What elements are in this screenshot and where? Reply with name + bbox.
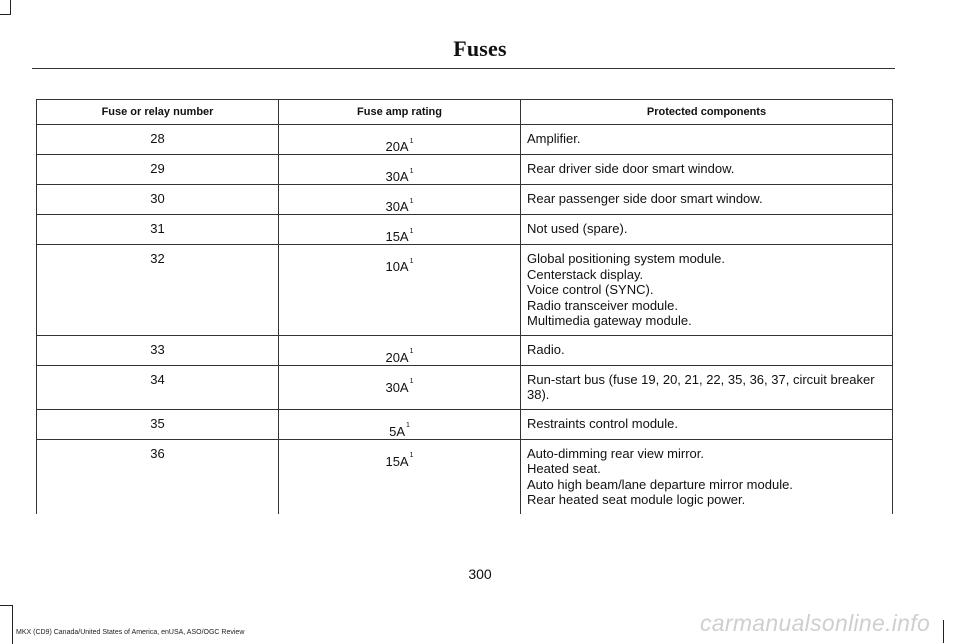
component-line: Heated seat. — [527, 461, 601, 476]
fuse-number: 34 — [37, 365, 279, 409]
header-divider — [32, 68, 895, 69]
crop-mark-top-left — [0, 0, 11, 15]
protected-components — [521, 245, 893, 336]
fuse-amp-cell — [279, 185, 521, 215]
footnote-marker: 1 — [409, 167, 414, 175]
page-title: Fuses — [453, 36, 507, 61]
protected-components — [521, 125, 893, 155]
fuse-amp-rating: 15A — [385, 229, 409, 244]
fuse-amp-cell — [279, 439, 521, 514]
crop-mark-bottom-right — [943, 620, 945, 643]
fuse-amp-cell — [279, 245, 521, 336]
table-row — [37, 245, 893, 336]
fuse-table — [36, 99, 893, 514]
fuse-number: 28 — [37, 125, 279, 155]
table-row — [37, 125, 893, 155]
fuse-number: 33 — [37, 335, 279, 365]
table-header-row — [37, 100, 893, 125]
table-row — [37, 185, 893, 215]
fuse-amp-cell — [279, 335, 521, 365]
component-line: Voice control (SYNC). — [527, 282, 654, 297]
protected-components — [521, 409, 893, 439]
component-line: Multimedia gateway module. — [527, 313, 692, 328]
table-row — [37, 215, 893, 245]
table-body — [37, 125, 893, 514]
component-line: Radio transceiver module. — [527, 297, 679, 313]
column-header-amp: Fuse amp rating — [279, 100, 521, 125]
footnote-marker: 1 — [409, 452, 414, 460]
protected-components — [521, 365, 893, 409]
component-line: Not used (spare). — [527, 221, 628, 236]
component-line: Global positioning system module. — [527, 251, 725, 266]
fuse-amp-rating: 30A — [385, 169, 409, 184]
table-row — [37, 409, 893, 439]
fuse-amp-cell — [279, 409, 521, 439]
protected-components — [521, 439, 893, 514]
fuse-number: 36 — [37, 439, 279, 514]
component-line: Auto high beam/lane departure mirror module. — [527, 476, 793, 492]
fuse-amp-cell — [279, 155, 521, 185]
fuse-amp-rating: 20A — [385, 349, 409, 365]
footnote-marker: 1 — [409, 197, 414, 205]
fuse-number: 32 — [37, 245, 279, 336]
footnote-marker: 1 — [406, 422, 410, 430]
protected-components — [521, 335, 893, 365]
fuse-amp-rating: 5A — [389, 423, 405, 439]
fuse-amp-cell — [279, 215, 521, 245]
component-line: Radio. — [527, 341, 565, 357]
table-row — [37, 365, 893, 409]
column-header-number: Fuse or relay number — [37, 100, 279, 125]
fuse-number: 29 — [37, 155, 279, 185]
fuse-amp-rating: 20A — [385, 139, 409, 154]
fuse-number: 30 — [37, 185, 279, 215]
component-line: Amplifier. — [527, 131, 581, 146]
fuse-amp-cell — [279, 125, 521, 155]
footnote-marker: 1 — [409, 257, 414, 265]
component-line: Rear heated seat module logic power. — [527, 492, 746, 507]
fuse-amp-cell — [279, 365, 521, 409]
component-line: Centerstack display. — [527, 266, 644, 282]
fuse-amp-rating: 30A — [385, 199, 409, 214]
crop-mark-bottom-left — [0, 605, 13, 644]
protected-components — [521, 155, 893, 185]
component-line: Rear passenger side door smart window. — [527, 191, 763, 206]
component-line: Rear driver side door smart window. — [527, 161, 735, 176]
protected-components — [521, 185, 893, 215]
table-row — [37, 155, 893, 185]
component-line: Auto-dimming rear view mirror. — [527, 445, 704, 461]
table-row — [37, 439, 893, 514]
fuse-amp-rating: 10A — [385, 259, 409, 274]
component-line: Restraints control module. — [527, 415, 679, 431]
protected-components — [521, 215, 893, 245]
page-number: 300 — [468, 566, 492, 582]
document-footer: MKX (CD9) Canada/United States of America, enUSA, ASO/OGC Review — [16, 629, 245, 636]
fuse-amp-rating: 15A — [385, 453, 409, 469]
fuse-number: 35 — [37, 409, 279, 439]
fuse-number: 31 — [37, 215, 279, 245]
footnote-marker: 1 — [409, 137, 414, 145]
footnote-marker: 1 — [409, 227, 414, 235]
component-line: Run-start bus (fuse 19, 20, 21, 22, 35, 36, 37, circuit breaker 38). — [527, 371, 875, 402]
table-row — [37, 335, 893, 365]
footnote-marker: 1 — [409, 378, 414, 386]
fuse-amp-rating: 30A — [385, 379, 409, 395]
footnote-marker: 1 — [409, 348, 414, 356]
watermark: carmanualsonline.info — [700, 610, 931, 636]
column-header-components: Protected components — [521, 100, 893, 125]
